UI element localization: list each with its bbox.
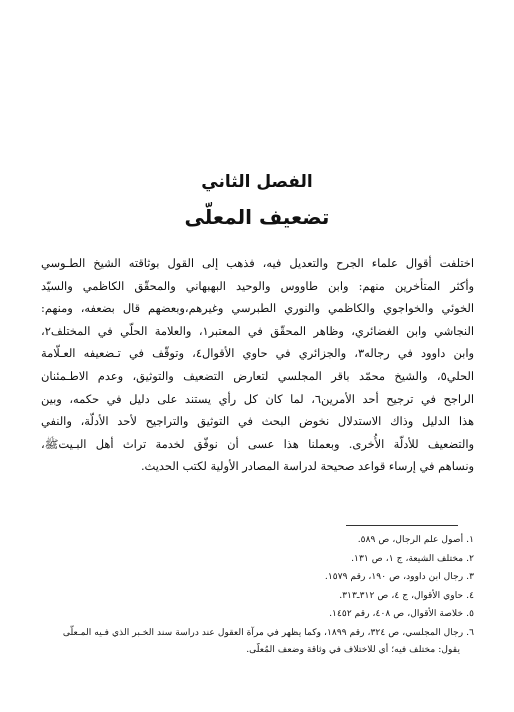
footnote-item: ٢. مختلف الشيعة، ج ١، ص ١٣١. bbox=[351, 552, 474, 564]
body-line: ونساهم في إرساء قواعد صحيحة لدراسة المصادر الأولية لكتب الحديث. bbox=[140, 459, 474, 474]
body-line: الراجح في ترجيح أحد الأمرين٦، لما كان كل رأي يستند على دليل في حكمه، وبين bbox=[41, 391, 474, 406]
footnote-continuation: يقول: مختلف فيه؛ أي للاختلاف في وثاقة وضعف المُعلّى. bbox=[246, 643, 460, 655]
footnote-separator bbox=[346, 525, 458, 526]
footnote-item: ٦. رجال المجلسي، ص ٣٢٤، رقم ١٨٩٩، وكما يظهر في مرآة العقول عند دراسة سند الخـبر الذي فـيه المـعلّى bbox=[62, 626, 474, 638]
body-line: الخوئي والخواجوي والكاظمي والنوري الطبرسي وغيرهم،وبعضهم قال بضعفه، ومنهم: bbox=[41, 301, 474, 316]
footnote-item: ٤. حاوي الأقوال، ج ٤، ص ٣١٢ـ٣١٣. bbox=[339, 589, 474, 601]
body-line: وابن داوود في رجاله٣، والجزائري في حاوي الأقوال٤، وتوقّف في تـضعيفه العـلّامة bbox=[41, 346, 474, 361]
body-line: هذا الدليل وذاك الاستدلال نخوض البحث في التوثيق والتراجيح لأحد الأدلّة، والنفي bbox=[41, 414, 474, 429]
body-line: النجاشي وابن الغضائري، وظاهر المحقّق في المعتبر١، والعلامة الحلّي في المختلف٢، bbox=[41, 323, 474, 338]
footnote-item: ٣. رجال ابن داوود، ص ١٩٠، رقم ١٥٧٩. bbox=[324, 571, 474, 583]
chapter-title: تضعيف المعلّى bbox=[184, 205, 330, 229]
body-paragraph bbox=[41, 252, 474, 478]
body-line: وأكثر المتأخرين منهم: وابن طاووس والوحيد البهبهاني والمحقّق الكاظمي والسيّد bbox=[41, 278, 474, 293]
body-line: الحلي٥، والشيخ محمّد باقر المجلسي لتعارض التضعيف والتوثيق، وعدم الاطـمئنان bbox=[41, 368, 474, 383]
body-line: اختلفت أقوال علماء الجرح والتعديل فيه، فذهب إلى القول بوثاقته الشيخ الطـوسي bbox=[41, 256, 474, 270]
footnote-item: ٥. خلاصة الأقوال، ص ٤٠٨، رقم ١٤٥٢. bbox=[329, 608, 474, 620]
footnotes bbox=[41, 531, 474, 656]
body-line: والتضعيف للأدلّة الأُخرى. وبعملنا هذا عسى أن نوفّق لخدمة تراث أهل البـيتﷺ، bbox=[41, 436, 474, 451]
footnote-item: ١. أصول علم الرجال، ص ٥٨٩. bbox=[357, 534, 474, 545]
chapter-label: الفصل الثاني bbox=[201, 172, 313, 192]
